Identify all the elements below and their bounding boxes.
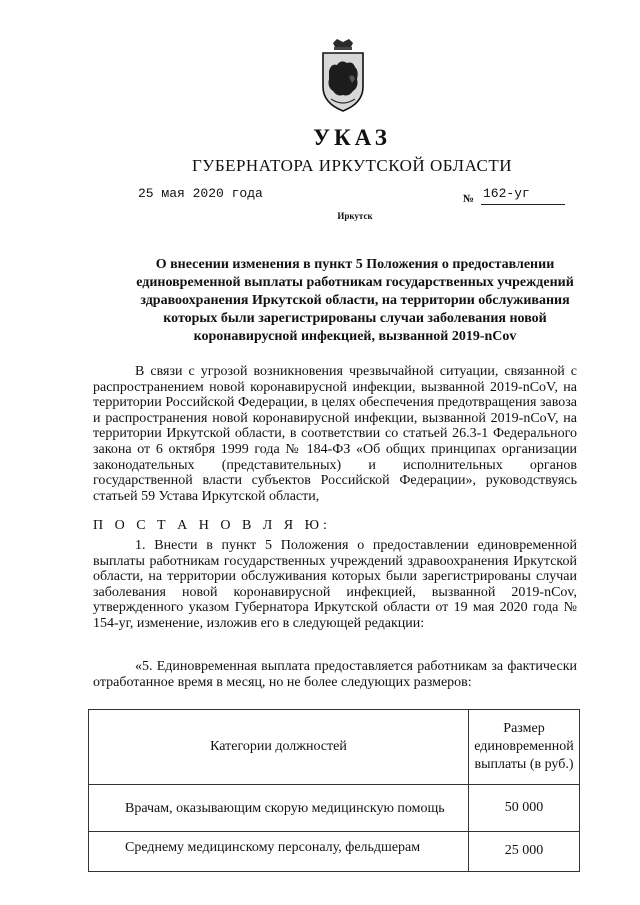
row-category: Среднему медицинскому персоналу, фельдшерам <box>89 832 469 872</box>
header-category: Категории должностей <box>89 710 469 785</box>
row-amount: 50 000 <box>469 785 580 832</box>
table-row <box>89 832 580 872</box>
header-amount: Размер единовременной выплаты (в руб.) <box>469 710 580 785</box>
clause-5-paragraph: «5. Единовременная выплата предоставляется работникам за фактически отработанное время в месяц, но не более следующих размеров: <box>93 659 577 690</box>
city-label: Иркутск <box>337 211 373 221</box>
number-underline <box>481 204 565 205</box>
decree-word: П О С Т А Н О В Л Я Ю: <box>93 518 331 533</box>
table-row <box>89 785 580 832</box>
document-number: 162-уг <box>483 186 530 201</box>
document-date: 25 мая 2020 года <box>138 186 263 201</box>
document-subtitle: ГУБЕРНАТОРА ИРКУТСКОЙ ОБЛАСТИ <box>191 156 513 175</box>
row-category: Врачам, оказывающим скорую медицинскую помощь <box>89 785 469 832</box>
payment-table <box>88 709 580 872</box>
clause-1-paragraph: 1. Внести в пункт 5 Положения о предоставлении единовременной выплаты работникам государственных учреждений здравоохранения Иркутской области, на территории обслуживания которых были зарегистрированы случаи заболевания новой коронавирусной инфекцией, вызванной 2019-nCov, утвержденного указом Губернатора Иркутской области от 19 мая 2020 года № 154-уг, изменение, изложив его в следующей редакции: <box>93 538 577 631</box>
preamble-paragraph: В связи с угрозой возникновения чрезвычайной ситуации, связанной с распространением новой коронавирусной инфекции, вызванной 2019-nCoV, на территории Российской Федерации, в целях обеспечения предотвращения завоза и распространения новой коронавирусной инфекции, вызванной 2019-nCoV, на территории Иркутской области, в соответствии со статьей 26.3-1 Федерального закона от 6 октября 1999 года № 184-ФЗ «Об общих принципах организации законодательных (представительных) и исполнительных органов государственной власти субъектов Российской Федерации», руководствуясь статьей 59 Устава Иркутской области, <box>93 364 577 504</box>
table-header-row <box>89 710 580 785</box>
row-amount: 25 000 <box>469 832 580 872</box>
decree-subject: О внесении изменения в пункт 5 Положения о предоставлении единовременной выплаты работникам государственных учреждений здравоохранения Иркутской области, на территории обслуживания которых были зарегистрированы случаи заболевания новой коронавирусной инфекцией, вызванной 2019-nCov <box>136 257 574 344</box>
coat-of-arms-icon <box>319 37 367 115</box>
number-label: № <box>463 193 475 205</box>
document-title: УКАЗ <box>313 125 391 150</box>
